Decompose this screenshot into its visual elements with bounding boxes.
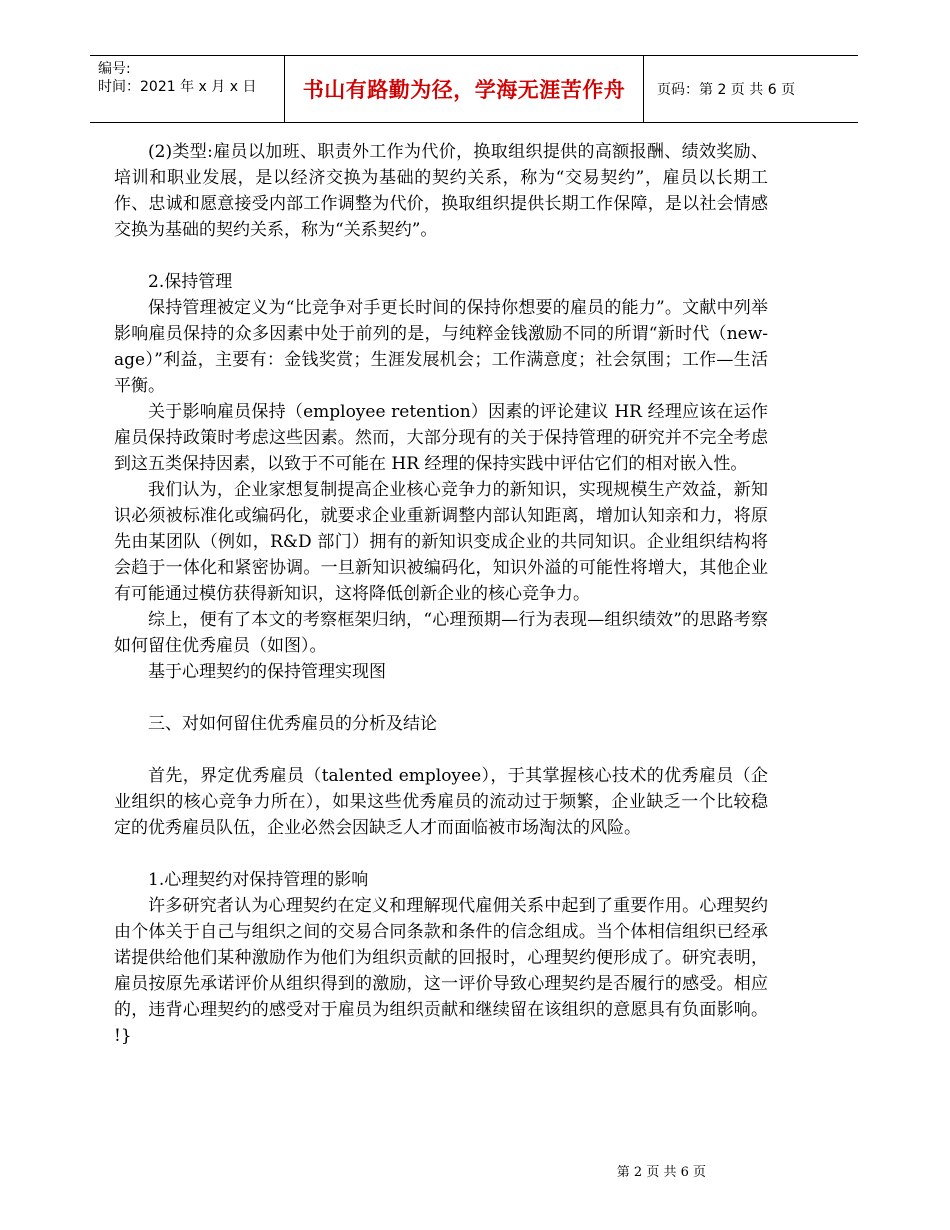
- blank-line: [114, 243, 768, 269]
- page-header: [90, 55, 858, 123]
- paragraph: (2)类型:雇员以加班、职责外工作为代价，换取组织提供的高额报酬、绩效奖励、培训和职业发展，是以经济交换为基础的契约关系，称为“交易契约”，雇员以长期工作、忠诚和愿意接受内部工作调整为代价，换取组织提供长期工作保障，是以社会情感交换为基础的契约关系，称为“关系契约”。: [114, 142, 768, 240]
- page-indicator: 页码：第 2 页 共 6 页: [657, 82, 796, 98]
- document-body: [114, 139, 768, 1049]
- blank-line: [114, 737, 768, 763]
- section-heading: 1.心理契约对保持管理的影响: [148, 870, 369, 890]
- blank-line: [114, 685, 768, 711]
- section-heading: 三、对如何留住优秀雇员的分析及结论: [148, 714, 437, 734]
- paragraph: 许多研究者认为心理契约在定义和理解现代雇佣关系中起到了重要作用。心理契约由个体关于自己与组织之间的交易合同条款和条件的信念组成。当个体相信组织已经承诺提供给他们某种激励作为他们为组织贡献的回报时，心理契约便形成了。研究表明，雇员按原先承诺评价从组织得到的激励，这一评价导致心理契约是否履行的感受。相应的，违背心理契约的感受对于雇员为组织贡献和继续留在该组织的意愿具有负面影响。 !}: [114, 896, 768, 1046]
- blank-line: [114, 841, 768, 867]
- time-label: 时间：2021 年 x 月 x 日: [98, 79, 257, 95]
- paragraph: 关于影响雇员保持（employee retention）因素的评论建议 HR 经理应该在运作雇员保持政策时考虑这些因素。然而，大部分现有的关于保持管理的研究并不完全考虑到这五类保持因素，以致于不可能在 HR 经理的保持实践中评估它们的相对嵌入性。: [114, 402, 768, 474]
- section-heading: 2.保持管理: [148, 272, 233, 292]
- paragraph: 综上，便有了本文的考察框架归纳，“心理预期—行为表现—组织绩效”的思路考察如何留住优秀雇员（如图）。: [114, 610, 768, 656]
- paragraph: 我们认为，企业家想复制提高企业核心竞争力的新知识，实现规模生产效益，新知识必须被标准化或编码化，就要求企业重新调整内部认知距离，增加认知亲和力，将原先由某团队（例如，R&D 部门）拥有的新知识变成企业的共同知识。企业组织结构将会趋于一体化和紧密协调。一旦新知识被编码化，知识外溢的可能性将增大，其他企业有可能通过模仿获得新知识，这将降低创新企业的核心竞争力。: [114, 480, 768, 604]
- figure-caption: 基于心理契约的保持管理实现图: [148, 662, 386, 682]
- header-meta: [90, 56, 284, 122]
- number-label: 编号:: [98, 61, 131, 77]
- paragraph: 首先，界定优秀雇员（talented employee），于其掌握核心技术的优秀雇员（企业组织的核心竞争力所在），如果这些优秀雇员的流动过于频繁，企业缺乏一个比较稳定的优秀雇员队伍，企业必然会因缺乏人才而面临被市场淘汰的风险。: [114, 766, 768, 838]
- page-footer: 第 2 页 共 6 页: [616, 1165, 706, 1180]
- paragraph: 保持管理被定义为“比竞争对手更长时间的保持你想要的雇员的能力”。文献中列举影响雇员保持的众多因素中处于前列的是，与纯粹金钱激励不同的所谓“新时代（new-age）”利益，主要有：金钱奖赏；生涯发展机会；工作满意度；社会氛围；工作—生活平衡。: [114, 298, 768, 396]
- header-motto: 书山有路勤为径，学海无涯苦作舟: [284, 56, 644, 122]
